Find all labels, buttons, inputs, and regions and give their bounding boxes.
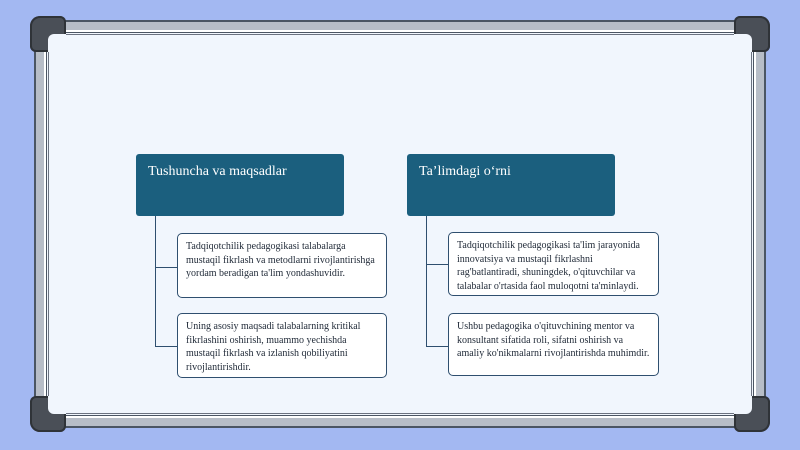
connector-vertical-right bbox=[426, 216, 427, 346]
connector-branch-left-2 bbox=[155, 346, 177, 347]
role-card-2: Ushbu pedagogika o'qituvchining mentor va konsultant sifatida roli, sifatni oshirish va amaliy ko'nikmalarni rivojlantirishda muhimdir. bbox=[448, 313, 659, 376]
corner-bracket-bottom-right bbox=[734, 396, 770, 432]
corner-bracket-top-right bbox=[734, 16, 770, 52]
column-header-concepts: Tushuncha va maqsadlar bbox=[136, 154, 344, 216]
corner-bracket-bottom-left bbox=[30, 396, 66, 432]
connector-branch-right-1 bbox=[426, 264, 448, 265]
role-card-1: Tadqiqotchilik pedagogikasi ta'lim jarayonida innovatsiya va mustaqil fikrlashni rag'batlantiradi, shuningdek, o'qituvchilar va talabalar o'rtasida faol muloqotni ta'minlaydi. bbox=[448, 232, 659, 296]
column-header-role: Ta’limdagi o‘rni bbox=[407, 154, 615, 216]
corner-bracket-top-left bbox=[30, 16, 66, 52]
concept-card-2: Uning asosiy maqsadi talabalarning kritikal fikrlashini oshirish, muammo yechishda mustaqil fikrlash va izlanish qobiliyatini rivojlantirishdir. bbox=[177, 313, 387, 378]
connector-branch-right-2 bbox=[426, 346, 448, 347]
concept-card-1: Tadqiqotchilik pedagogikasi talabalarga mustaqil fikrlash va metodlarni rivojlantirishga yordam beradigan ta'lim yondashuvidir. bbox=[177, 233, 387, 298]
connector-branch-left-1 bbox=[155, 267, 177, 268]
connector-vertical-left bbox=[155, 216, 156, 346]
